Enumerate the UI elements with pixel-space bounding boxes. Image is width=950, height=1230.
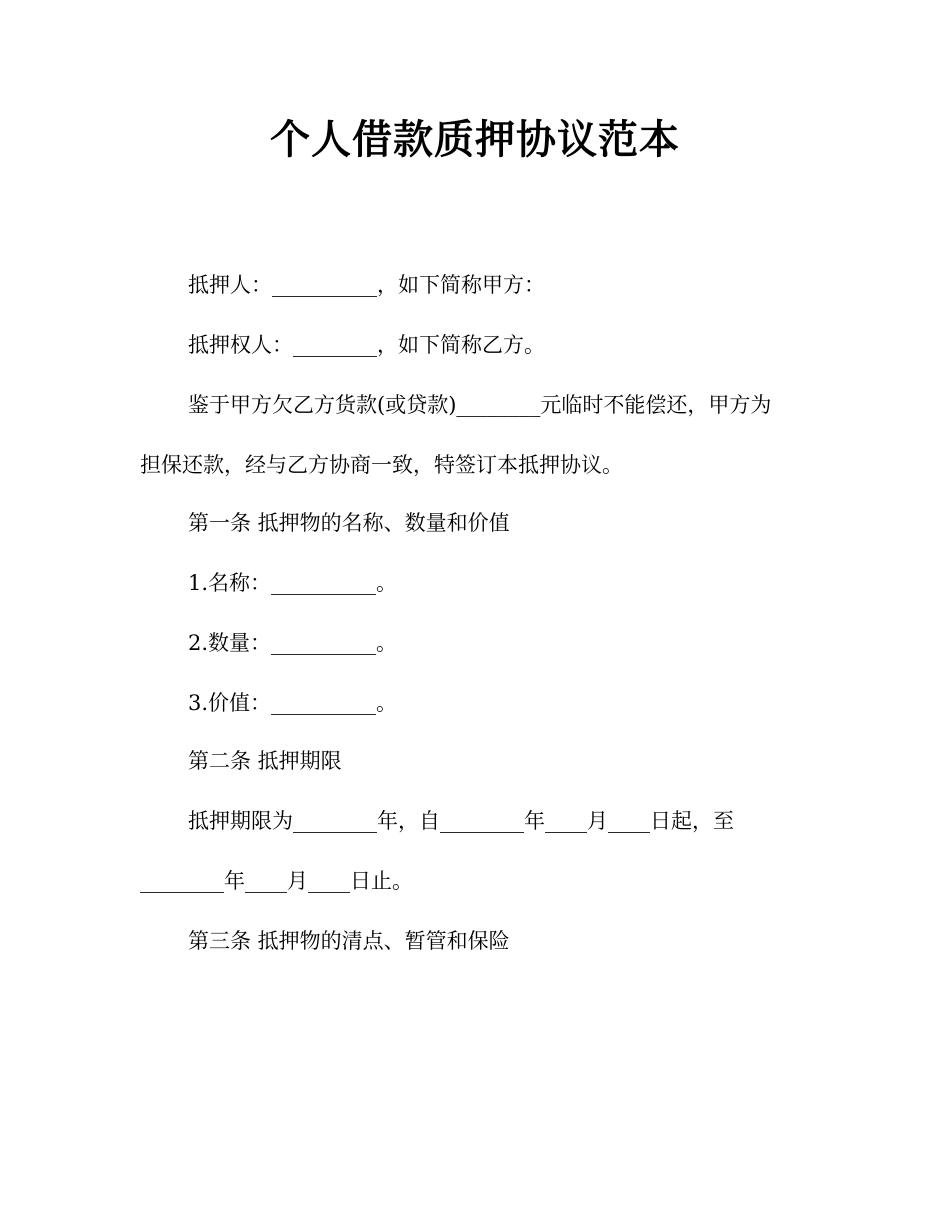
term-line-1: 抵押期限为________年，自________年____月____日起，至 bbox=[188, 809, 734, 833]
document-title: 个人借款质押协议范本 bbox=[270, 116, 680, 163]
mortgagee-line: 抵押权人：________，如下简称乙方。 bbox=[188, 333, 545, 357]
term-line-2: ________年____月____日止。 bbox=[140, 869, 413, 893]
recital-line-2: 担保还款，经与乙方协商一致，特签订本抵押协议。 bbox=[140, 453, 623, 477]
recital-line-1: 鉴于甲方欠乙方货款(或贷款)________元临时不能偿还，甲方为 bbox=[188, 393, 772, 417]
item-value-line: 3.价值：__________。 bbox=[188, 691, 398, 715]
item-quantity-line: 2.数量：__________。 bbox=[188, 631, 398, 655]
item-name-line: 1.名称：__________。 bbox=[188, 571, 398, 595]
article-2-heading: 第二条 抵押期限 bbox=[188, 749, 342, 773]
mortgagor-line: 抵押人：__________，如下简称甲方： bbox=[188, 273, 545, 297]
article-3-heading: 第三条 抵押物的清点、暂管和保险 bbox=[188, 929, 510, 953]
article-1-heading: 第一条 抵押物的名称、数量和价值 bbox=[188, 511, 510, 535]
